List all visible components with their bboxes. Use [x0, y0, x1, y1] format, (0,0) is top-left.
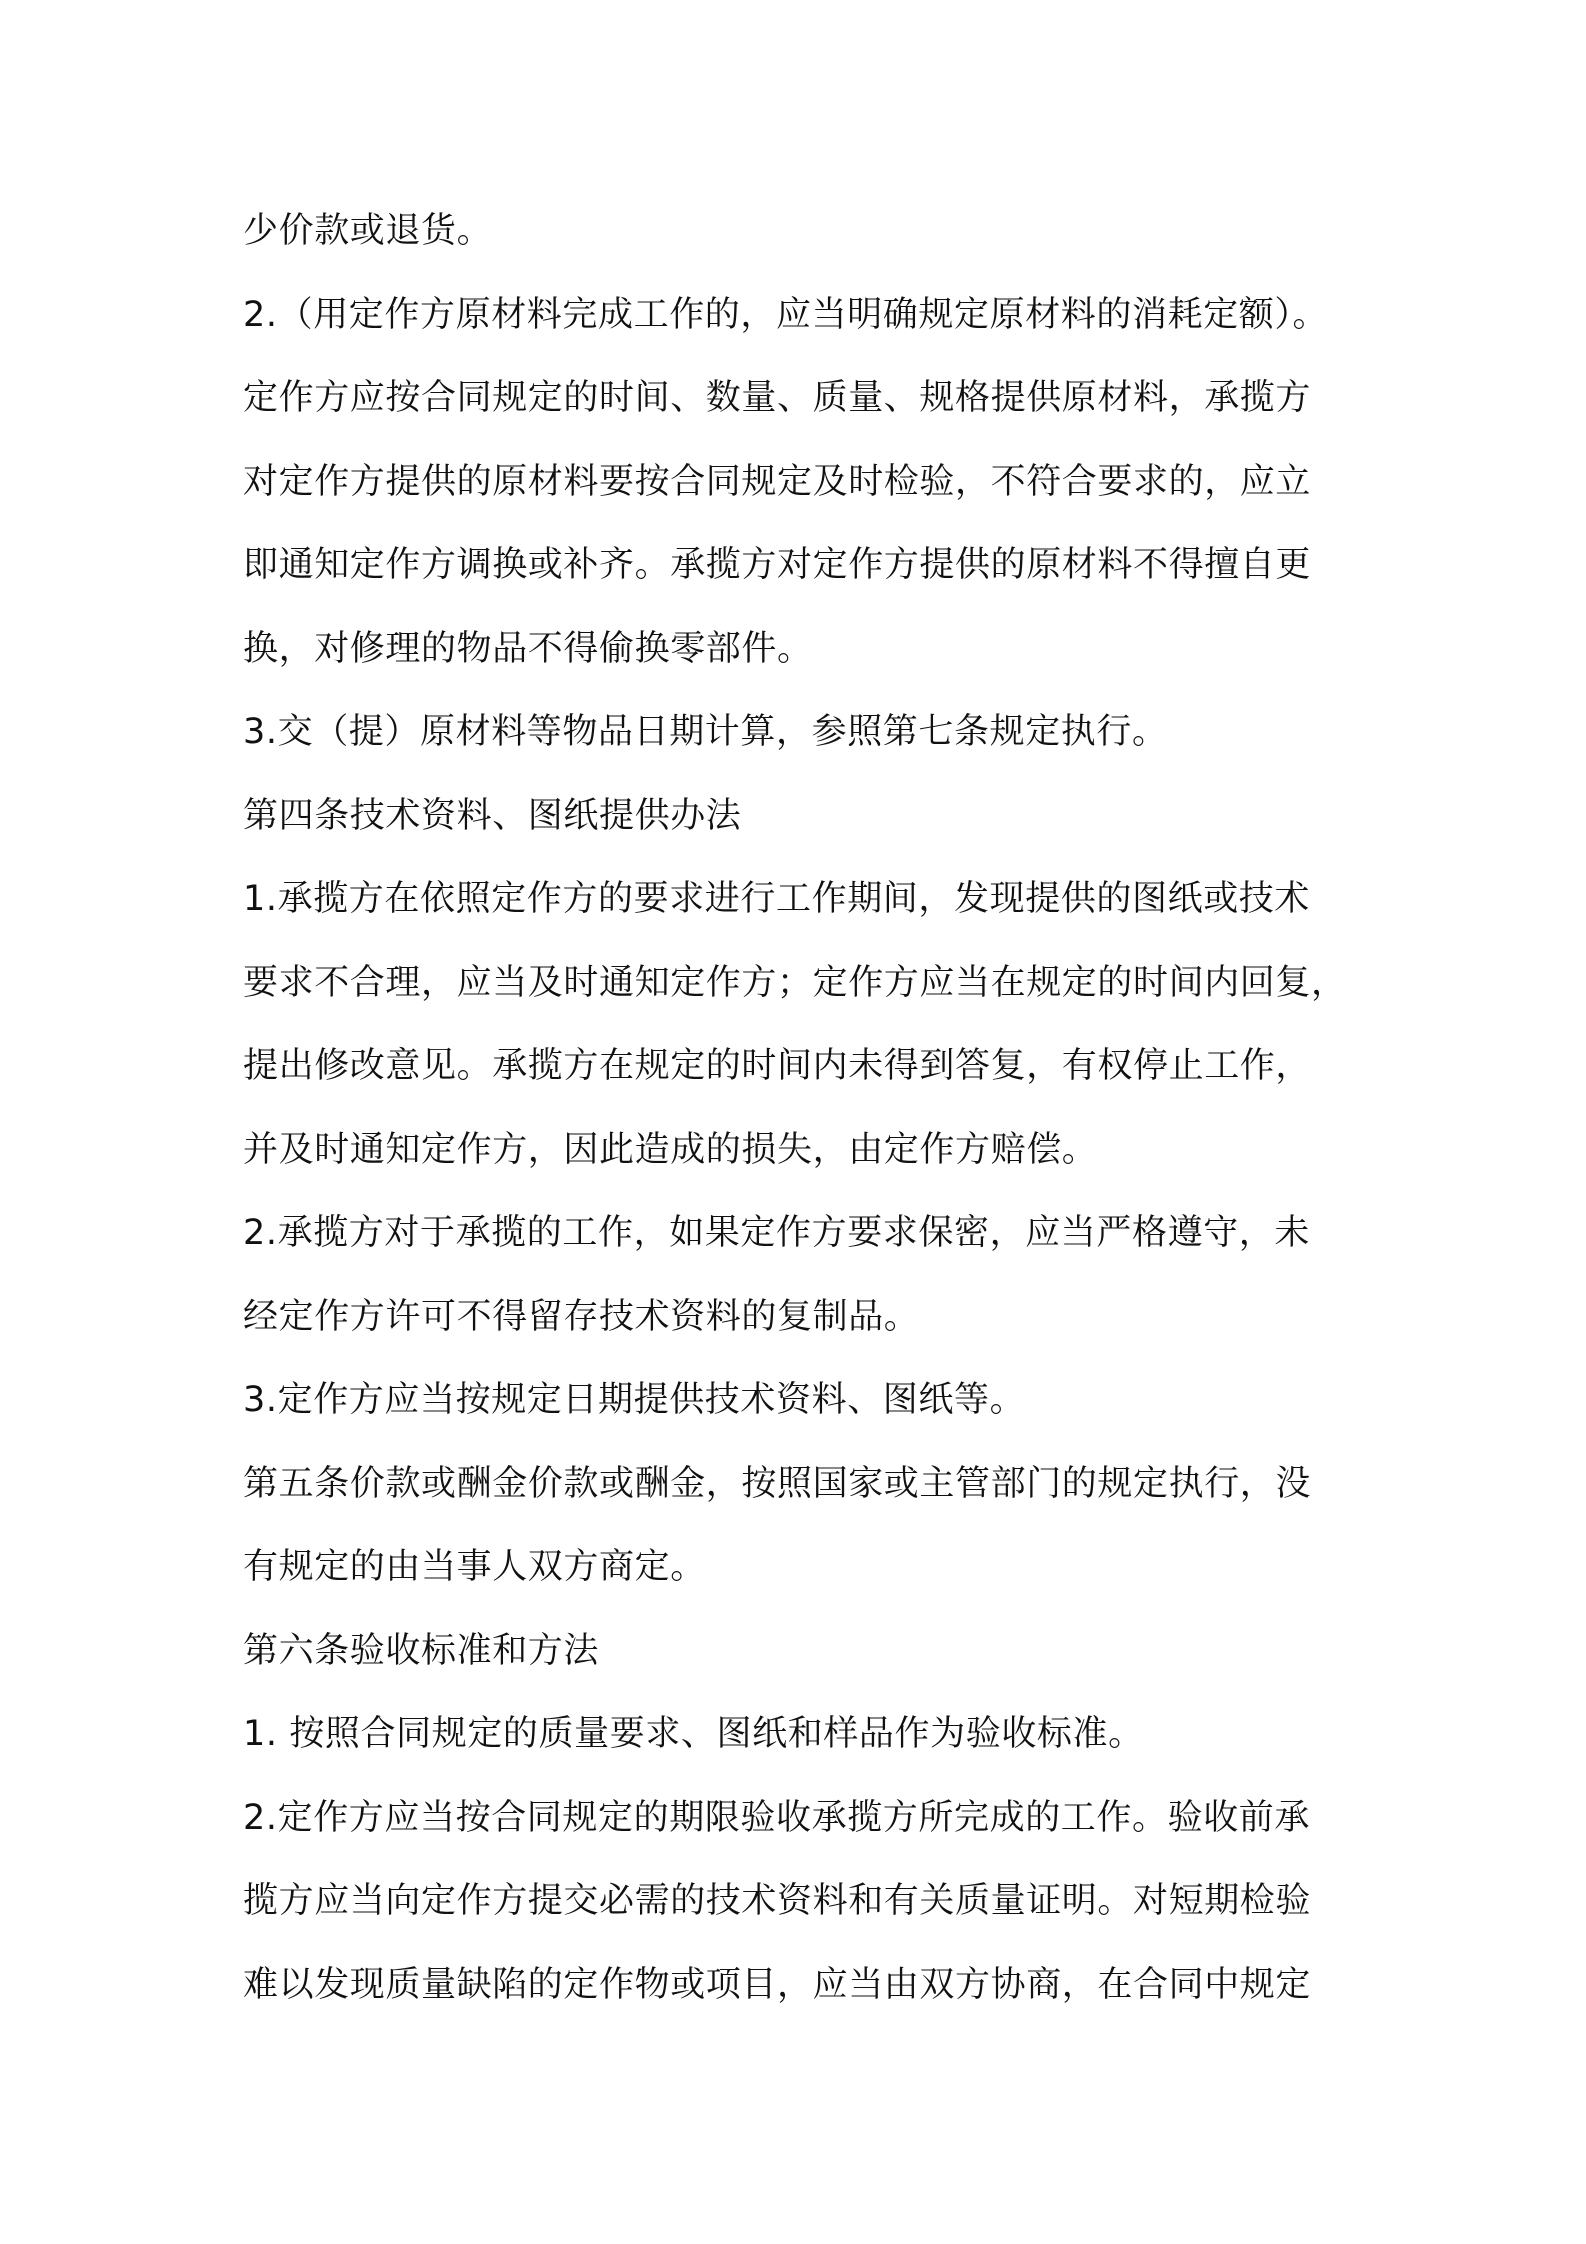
text-line: 3.交（提）原材料等物品日期计算，参照第七条规定执行。	[243, 712, 1168, 752]
text-line: 1. 按照合同规定的质量要求、图纸和样品作为验收标准。	[243, 1714, 1144, 1754]
contract-text-body	[243, 190, 1363, 2027]
text-line: 并及时通知定作方，因此造成的损失，由定作方赔偿。	[243, 1129, 1098, 1170]
text-line: 难以发现质量缺陷的定作物或项目，应当由双方协商，在合同中规定	[243, 1964, 1312, 2005]
text-line: 对定作方提供的原材料要按合同规定及时检验，不符合要求的，应立	[243, 461, 1312, 502]
text-line: 揽方应当向定作方提交必需的技术资料和有关质量证明。对短期检验	[243, 1881, 1312, 1921]
text-line: 2.承揽方对于承揽的工作，如果定作方要求保密，应当严格遵守，未	[243, 1213, 1310, 1253]
text-line: 3.定作方应当按规定日期提供技术资料、图纸等。	[243, 1380, 1026, 1420]
text-line: 提出修改意见。承揽方在规定的时间内未得到答复，有权停止工作，	[243, 1046, 1312, 1086]
text-line: 即通知定作方调换或补齐。承揽方对定作方提供的原材料不得擅自更	[243, 545, 1312, 585]
text-line: 经定作方许可不得留存技术资料的复制品。	[243, 1296, 920, 1337]
text-line: 定作方应按合同规定的时间、数量、质量、规格提供原材料，承揽方	[243, 378, 1312, 418]
section-heading: 第六条验收标准和方法	[243, 1630, 600, 1671]
text-line: 2.定作方应当按合同规定的期限验收承揽方所完成的工作。验收前承	[243, 1797, 1310, 1838]
section-heading: 第四条技术资料、图纸提供办法	[243, 795, 742, 836]
text-line: 少价款或退货。	[243, 211, 493, 251]
text-line: 有规定的由当事人双方商定。	[243, 1547, 706, 1587]
text-line: 1.承揽方在依照定作方的要求进行工作期间，发现提供的图纸或技术	[243, 879, 1310, 919]
text-line: 2.（用定作方原材料完成工作的，应当明确规定原材料的消耗定额）。	[243, 294, 1329, 335]
section-heading: 第五条价款或酬金价款或酬金，按照国家或主管部门的规定执行，没	[243, 1463, 1312, 1504]
text-line: 要求不合理，应当及时通知定作方；定作方应当在规定的时间内回复，	[243, 962, 1347, 1003]
text-line: 换，对修理的物品不得偷换零部件。	[243, 628, 813, 669]
